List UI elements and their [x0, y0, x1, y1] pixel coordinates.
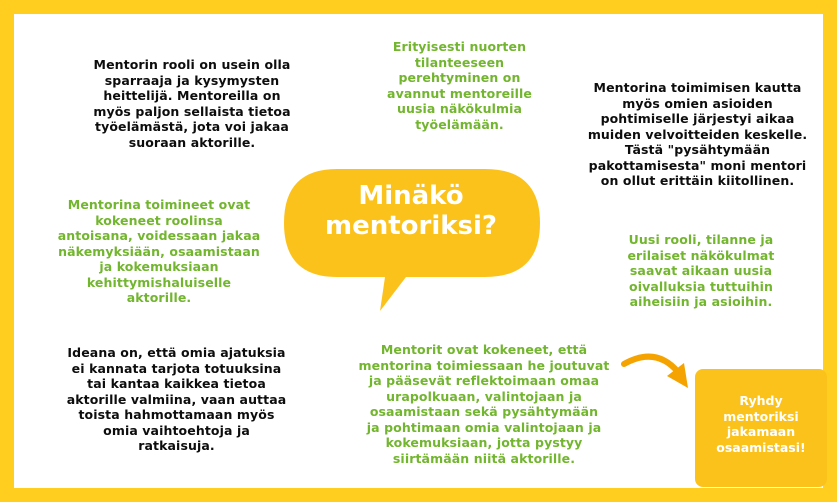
speech-bubble — [282, 159, 562, 319]
text-mentors-reflect: Mentorit ovat kokeneet, että mentorina toimiessaan he joutuvat ja pääsevät reflektoimaan omaa urapolkuaan, valintojaan ja osaamistaan sekä pysähtymään ja pohtimaan omia valintojaan ja kokemuksiaan, jotta pystyy siirtämään niitä aktorille. — [358, 342, 610, 466]
text-mentor-role: Mentorin rooli on usein olla sparraaja ja kysymysten heittelijä. Mentoreilla on myös paljon sellaista tietoa työelämästä, jota voi jakaa suoraan aktorille. — [93, 57, 291, 150]
cta-text: Ryhdy mentoriksi jakamaan osaamistasi! — [716, 393, 806, 455]
text-rewarding-role: Mentorina toimineet ovat kokeneet roolinsa antoisana, voidessaan jakaa näkemyksiään, osaamistaan ja kokemuksiaan kehittymishaluiselle aktorille. — [57, 197, 261, 305]
bubble-title: Minäkö mentoriksi? — [324, 181, 498, 241]
curved-arrow-icon — [620, 346, 700, 394]
text-youth-perspective: Erityisesti nuorten tilanteeseen perehtyminen on avannut mentoreille uusia näkökulmia työelämään. — [387, 39, 532, 132]
text-time-for-reflection: Mentorina toimimisen kautta myös omien asioiden pohtimiselle järjestyi aikaa muiden velvoitteiden keskelle. Tästä "pysähtymään pakottamisesta" moni mentori on ollut erittäin kiitollinen. — [587, 80, 808, 188]
cta-box — [695, 369, 827, 487]
text-idea-not-truths: Ideana on, että omia ajatuksia ei kannata tarjota totuuksina tai kantaa kaikkea tietoa aktorille valmiina, vaan auttaa toista hahmottamaan myös omia vaihtoehtoja ja ratkaisuja. — [66, 345, 287, 453]
text-new-insights: Uusi rooli, tilanne ja erilaiset näkökulmat saavat aikaan uusia oivalluksia tuttuihin aiheisiin ja asioihin. — [627, 232, 775, 309]
